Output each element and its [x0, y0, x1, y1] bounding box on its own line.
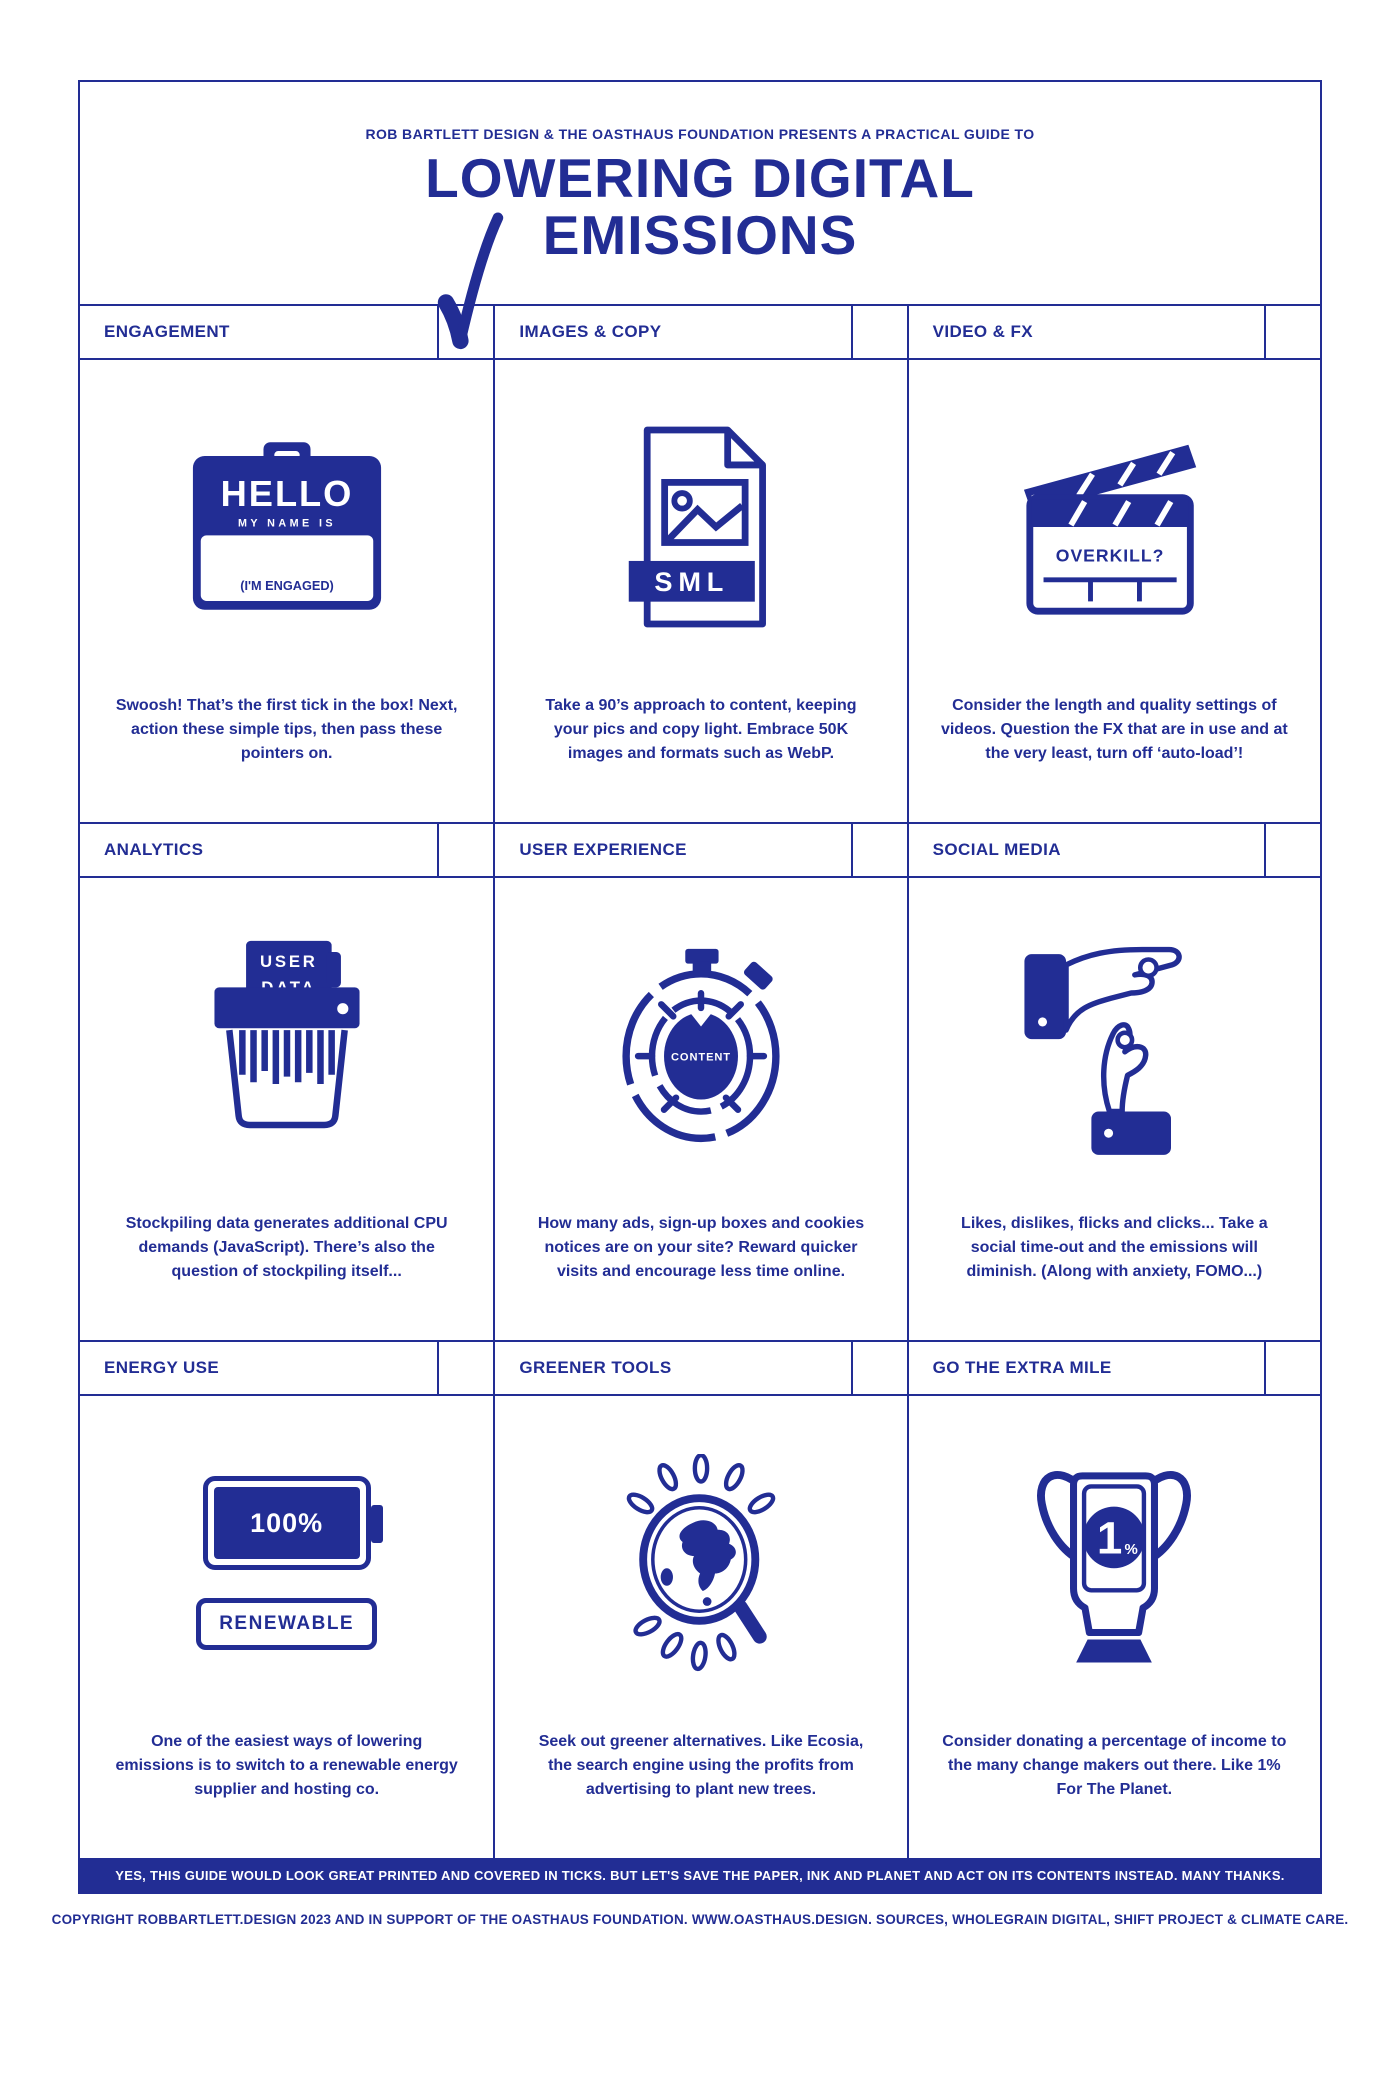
- tip-text-user-experience: How many ads, sign-up boxes and cookies notices are on your site? Reward quicker visits and encourage less time online.: [537, 1215, 865, 1280]
- tile-video-fx-body: [909, 360, 1320, 822]
- tip-text-energy-use: One of the easiest ways of lowering emissions is to switch to a renewable energy supplier and hosting co.: [115, 1733, 458, 1798]
- tile-engagement: [80, 304, 493, 822]
- tile-extra-mile: [907, 1340, 1320, 1858]
- earth-magnifier-icon: [609, 1454, 793, 1672]
- tip-text-analytics: Stockpiling data generates additional CPU demands (JavaScript). There’s also the question of stockpiling itself...: [125, 1215, 448, 1280]
- clapperboard-icon: [1016, 435, 1212, 619]
- tile-social-media-body: [909, 878, 1320, 1340]
- tile-social-media: [907, 822, 1320, 1340]
- tile-greener-tools-header: [495, 1340, 906, 1396]
- tile-energy-use-header: [80, 1340, 493, 1396]
- tile-engagement-body: [80, 360, 493, 822]
- data-shredder-icon: [194, 937, 380, 1153]
- tile-social-media-header: [909, 822, 1320, 878]
- flicking-hands-icon: [1019, 934, 1209, 1156]
- tips-grid: [80, 304, 1320, 1858]
- stopwatch-maze-icon: [613, 947, 789, 1143]
- stopwatch-content-text: CONTENT: [670, 1051, 731, 1064]
- badge-note-text: (I'M ENGAGED): [239, 578, 334, 594]
- trophy-number-text: 1: [1097, 1512, 1123, 1564]
- tile-energy-use-checkbox: [437, 1342, 493, 1394]
- tile-analytics-body: [80, 878, 493, 1340]
- copyright-line: COPYRIGHT ROBBARTLETT.DESIGN 2023 AND IN SUPPORT OF THE OASTHAUS FOUNDATION. WWW.OASTHAUS.DESIGN. SOURCES, WHOLEGRAIN DIGITAL, SHIFT PROJECT & CLIMATE CARE.: [51, 1912, 1349, 1927]
- checkmark-tick-icon: [434, 212, 508, 364]
- tile-engagement-header: [80, 304, 493, 360]
- tile-extra-mile-header: [909, 1340, 1320, 1396]
- tile-analytics-title: ANALYTICS: [104, 840, 204, 859]
- badge-hello-text: HELLO: [220, 472, 353, 514]
- shredder-user-text: USER: [259, 951, 318, 971]
- tile-extra-mile-title: GO THE EXTRA MILE: [932, 1358, 1112, 1377]
- tile-greener-tools: [493, 1340, 906, 1858]
- tile-video-fx: [907, 304, 1320, 822]
- tile-video-fx-title: VIDEO & FX: [932, 322, 1034, 341]
- tile-user-experience-title: USER EXPERIENCE: [519, 840, 687, 859]
- tile-images-copy: [493, 304, 906, 822]
- masthead: [80, 82, 1320, 304]
- tile-engagement-title: ENGAGEMENT: [104, 322, 230, 341]
- tip-text-greener-tools: Seek out greener alternatives. Like Ecosia, the search engine using the profits from advertising to plant new trees.: [538, 1733, 864, 1798]
- tile-greener-tools-body: [495, 1396, 906, 1858]
- badge-subtitle-text: MY NAME IS: [237, 517, 336, 530]
- one-percent-trophy-icon: [1026, 1458, 1202, 1668]
- clapper-overkill-text: OVERKILL?: [1056, 545, 1165, 566]
- poster-frame: [78, 80, 1322, 1894]
- tile-user-experience-header: [495, 822, 906, 878]
- file-format-text: SML: [654, 566, 730, 597]
- tile-energy-use: [80, 1340, 493, 1858]
- tip-text-engagement: Swoosh! That’s the first tick in the box! Next, action these simple tips, then pass these pointers on.: [115, 697, 458, 762]
- tile-images-copy-body: [495, 360, 906, 822]
- tile-video-fx-checkbox: [1264, 306, 1320, 358]
- renewable-battery-icon: [196, 1476, 377, 1650]
- tile-analytics-header: [80, 822, 493, 878]
- tile-video-fx-header: [909, 304, 1320, 360]
- kicker-line: ROB BARTLETT DESIGN & THE OASTHAUS FOUNDATION PRESENTS A PRACTICAL GUIDE TO: [365, 126, 1035, 142]
- tip-text-extra-mile: Consider donating a percentage of income to the many change makers out there. Like 1% For The Planet.: [942, 1733, 1287, 1798]
- tile-user-experience-body: [495, 878, 906, 1340]
- renewable-label: RENEWABLE: [196, 1598, 377, 1650]
- trophy-percent-text: %: [1124, 1541, 1139, 1559]
- tile-social-media-checkbox: [1264, 824, 1320, 876]
- footer-banner: YES, THIS GUIDE WOULD LOOK GREAT PRINTED AND COVERED IN TICKS. BUT LET'S SAVE THE PAPER, INK AND PLANET AND ACT ON ITS CONTENTS INSTEAD. MANY THANKS.: [80, 1858, 1320, 1892]
- tile-extra-mile-checkbox: [1264, 1342, 1320, 1394]
- tile-images-copy-checkbox: [851, 306, 907, 358]
- tile-user-experience: [493, 822, 906, 1340]
- tip-text-video-fx: Consider the length and quality settings of videos. Question the FX that are in use and at the very least, turn off ‘auto-load’!: [940, 697, 1288, 762]
- small-image-file-icon: [621, 424, 781, 630]
- tile-greener-tools-title: GREENER TOOLS: [519, 1358, 672, 1377]
- tip-text-images-copy: Take a 90’s approach to content, keeping your pics and copy light. Embrace 50K images and formats such as WebP.: [545, 697, 857, 762]
- tile-images-copy-header: [495, 304, 906, 360]
- tile-social-media-title: SOCIAL MEDIA: [932, 840, 1061, 859]
- title-line-1: LOWERING DIGITAL: [425, 147, 975, 209]
- hello-name-badge-icon: [189, 440, 385, 614]
- tile-greener-tools-checkbox: [851, 1342, 907, 1394]
- battery-icon: [203, 1476, 371, 1570]
- tip-text-social-media: Likes, dislikes, flicks and clicks... Take a social time-out and the emissions will diminish. (Along with anxiety, FOMO...): [961, 1215, 1268, 1280]
- tile-energy-use-title: ENERGY USE: [104, 1358, 220, 1377]
- tile-images-copy-title: IMAGES & COPY: [519, 322, 662, 341]
- tile-analytics-checkbox: [437, 824, 493, 876]
- poster-title: [80, 147, 1320, 266]
- tile-energy-use-body: [80, 1396, 493, 1858]
- tile-user-experience-checkbox: [851, 824, 907, 876]
- tile-analytics: [80, 822, 493, 1340]
- title-line-2: EMISSIONS: [542, 203, 858, 266]
- battery-level-text: 100%: [250, 1507, 324, 1538]
- tile-extra-mile-body: [909, 1396, 1320, 1858]
